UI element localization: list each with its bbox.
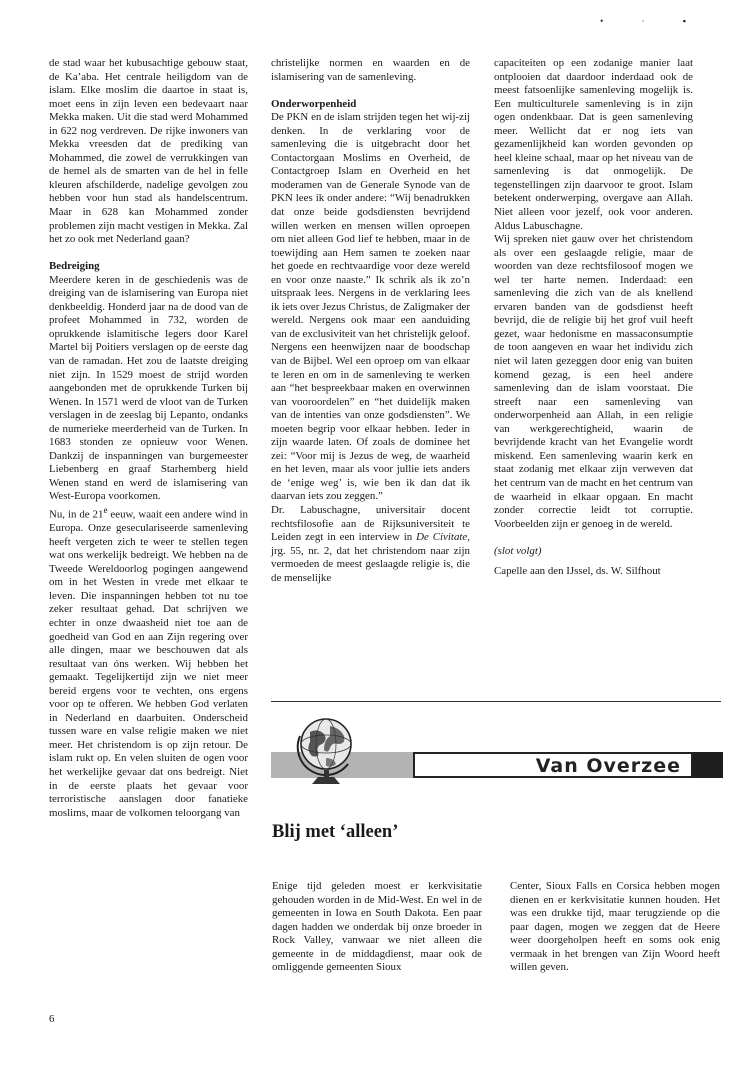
author-byline: Capelle aan den IJssel, ds. W. Silfhout <box>494 564 661 577</box>
text-fragment: eeuw, waait een andere wind in Europa. Onze geseculariseerde samenleving heeft vergeten zich te weer te stellen tegen wat ons werkelijk bedreigt. We hebben na de Tweede Wereldoorlog pogingen aangewend om in het Westen in vrede met elkaar te leven. Die inspanningen hebben tot nu toe zeker resultaat gehad. Dat schrijven we echter in onze dwaasheid niet toe aan de goedheid van God en aan Zijn regering over alle dingen, maar we beschouwen dat als resultaat van óns werken. Wij hebben het gemaakt. Tegelijkertijd zijn we niet meer bereid ergens voor te vechten, ons ergens voor op te offeren. We hebben God verlaten in Nederland en daarbuiten. Onderscheid tussen ware en valse religie maken we niet meer. Het christendom is op zijn retour. De islam rukt op. En velen sluiten de ogen voor het werkelijke gevaar dat ons bedreigt. Niet in de eerste plaats het gevaar voor terroristische aanslagen door fanatieke moslims, maar de volkomen teloorgang van <box>49 508 248 819</box>
paragraph <box>271 504 470 585</box>
text-fragment: Dr. Labuschagne, universitair docent rechtsfilosofie aan de Rijksuniversiteit te Leiden zegt in een interview in <box>271 504 470 544</box>
section-title: Van Overzee <box>535 755 681 777</box>
paragraph: capaciteiten op een zodanige manier laat ontplooien dat daardoor inderdaad ook de meest fatsoenlijke samenleving mogelijk is. Een multiculturele samenleving is in zijn ogen ondenkbaar. Dat is geen samenleving meer. Wellicht dat er nog iets van gezamenlijkheid kan worden gevonden op heel kleine schaal, maar op het niveau van de samenleving is dat onmogelijk. De tegenstellingen zijn daarvoor te groot. Islam betekent onderwerping, overgave aan Allah. Niet alleen voor jezelf, ook voor anderen. Aldus Labuschagne. <box>494 57 693 232</box>
section-heading-bedreiging: Bedreiging <box>49 260 100 273</box>
section-heading-onderworpenheid: Onderworpenheid <box>271 97 357 110</box>
divider <box>271 701 721 702</box>
article-column-2 <box>271 57 470 585</box>
continuation-note: (slot volgt) <box>494 545 542 558</box>
globe-icon <box>296 716 358 788</box>
paragraph: christelijke normen en waarden en de islamisering van de samenleving. <box>271 57 470 83</box>
second-article-column-2 <box>510 880 720 975</box>
paragraph <box>49 504 248 820</box>
paragraph: Center, Sioux Falls en Corsica hebben mogen dienen en er kerkvisitatie kunnen houden. Het was een drukke tijd, maar terugziende op die paar dagen, mogen we zeggen dat de Heere weer doorgeholpen heeft en soms ook enig vermaak in het brengen van Zijn Woord heeft willen geven. <box>510 880 720 974</box>
article-headline: Blij met ‘alleen’ <box>272 822 399 842</box>
paragraph: Meerdere keren in de geschiedenis was de dreiging van de islamisering van Europa niet denkbeeldig. Honderd jaar na de dood van de profeet Mohammed in 732, worden de oprukkende islamitische legers door Karel Martel bij Poitiers verslagen op de eerste dag van de ramadan. Het zou de laatste dreiging niet zijn. In 1529 moest de strijd worden aangebonden met de oprukkende Turken bij Wenen. In 1571 werd de vloot van de Turken verslagen in de zeeslag bij Lepanto, ondanks de numerieke meerderheid van de Turken. In 1683 stonden ze opnieuw voor Wenen. Dankzij de inspanningen van burgemeester Liebenberg en graaf Starhemberg hield Wenen stand en werd de islamisering van West-Europa voorkomen. <box>49 273 248 503</box>
corner-marks: • · ▪ <box>600 16 704 26</box>
superscript: e <box>103 505 108 515</box>
article-column-3 <box>494 57 693 578</box>
second-article-column-1 <box>272 880 482 975</box>
paragraph: De PKN en de islam strijden tegen het wij-zij denken. In de verklaring voor de samenleving die is uitgebracht door het Contactorgaan Moslims en Overheid, de Contactgroep Islam en Overheid en het moderamen van de Generale Synode van de PKN lees ik onder andere: “Wij benadrukken dat onze beide godsdiensten bevrijdend willen werken en mensen willen oproepen om niet alleen God lief te hebben, maar in de toewijding aan Hem samen te zoeken naar het goede en rechtvaardige voor deze wereld en voor onze naaste.” Ik schrik als ik zo’n uitspraak lees. Nergens in de verklaring lees ik iets over Jezus Christus, de Zaligmaker der wereld. Nergens ook maar een aanduiding van de exclusiviteit van het christelijk geloof. Nergens een heenwijzen naar de boodschap van de Bijbel. Wel een oproep om van elkaar te leren en om in de samenleving te werken aan “het bespreekbaar maken en overwinnen van vooroordelen” en “het duidelijk maken van de intenties van onze godsdiensten”. We moeten begrip voor elkaar hebben. Ieder in zijn waarde laten. Of zoals de dominee het zei: “Voor mij is Jezus de weg, de waarheid en het leven, maar als voor jullie iets anders de ‘enige weg’ is, wie ben ik dan dat ik daarvan iets zou zeggen.” <box>271 111 471 503</box>
text-fragment: Nu, in de 21 <box>49 508 104 521</box>
paragraph: Wij spreken niet gauw over het christendom als over een geslaagde religie, maar de woorden van deze rechtsfilosoof mogen we wel ter harte nemen. Inderdaad: een samenleving die zich van de als knellend ervaren banden van de godsdienst heeft bevrijd, die de religie bij het grof vuil heeft gezet, waar hedonisme en massaconsumptie de toon aangeven en waar het individu zich niet wil laten gezeggen door enig van buiten komend gezag, is een heel andere samenleving dan de islam voorstaat. Die streeft naar een samenleving van onderworpenheid aan Allah, in een religie van werkgerechtigheid, waarin de bevrijdende kracht van het Evangelie wordt miskend. Een samenleving waarin kerk en staat zodanig met elkaar zijn verweven dat het centrum van de macht en het centrum van de waarheid in elkaar opgaan. En macht zonder correctie leidt tot corruptie. Voorbeelden zijn er genoeg in de wereld. <box>494 233 693 530</box>
banner-title-box <box>413 752 693 778</box>
article-column-1 <box>49 57 248 820</box>
paragraph: Enige tijd geleden moest er kerkvisitatie gehouden worden in de Mid-West. En wel in de gemeenten in Iowa en South Dakota. Een paar dagen hadden we onderdak bij onze broeder in Rock Valley, vanwaar we niet alleen die gemeente in de middagdienst, maar ook de omliggende gemeenten Sioux <box>272 880 482 974</box>
text-fragment: , jrg. 55, nr. 2, dat het christendom naar zijn vermoeden de meest geslaagde religie is, die de menselijke <box>271 531 470 584</box>
publication-title: De Civitate <box>416 531 468 544</box>
paragraph: de stad waar het kubusachtige gebouw staat, de Ka’aba. Het centrale heiligdom van de islam. Elke moslim die daartoe in staat is, moet eens in zijn leven een bedevaart naar Mekka maken. Uit die stad werd Mohammed in 622 nog verdreven. De rijke inwoners van Mekka vreesden dat de prediking van Mohammed, die zowel de verrukkingen van de hemel als de smarten van de hel in felle kleuren afschilderde, nadelige gevolgen zou hebben voor hun stad als handelscentrum. Maar in 628 kan Mohammed zonder problemen zijn macht vestigen in Mekka. Zal het zo ook met Nederland gaan? <box>49 57 248 246</box>
page-number: 6 <box>49 1013 55 1025</box>
banner-end-block <box>693 752 723 778</box>
